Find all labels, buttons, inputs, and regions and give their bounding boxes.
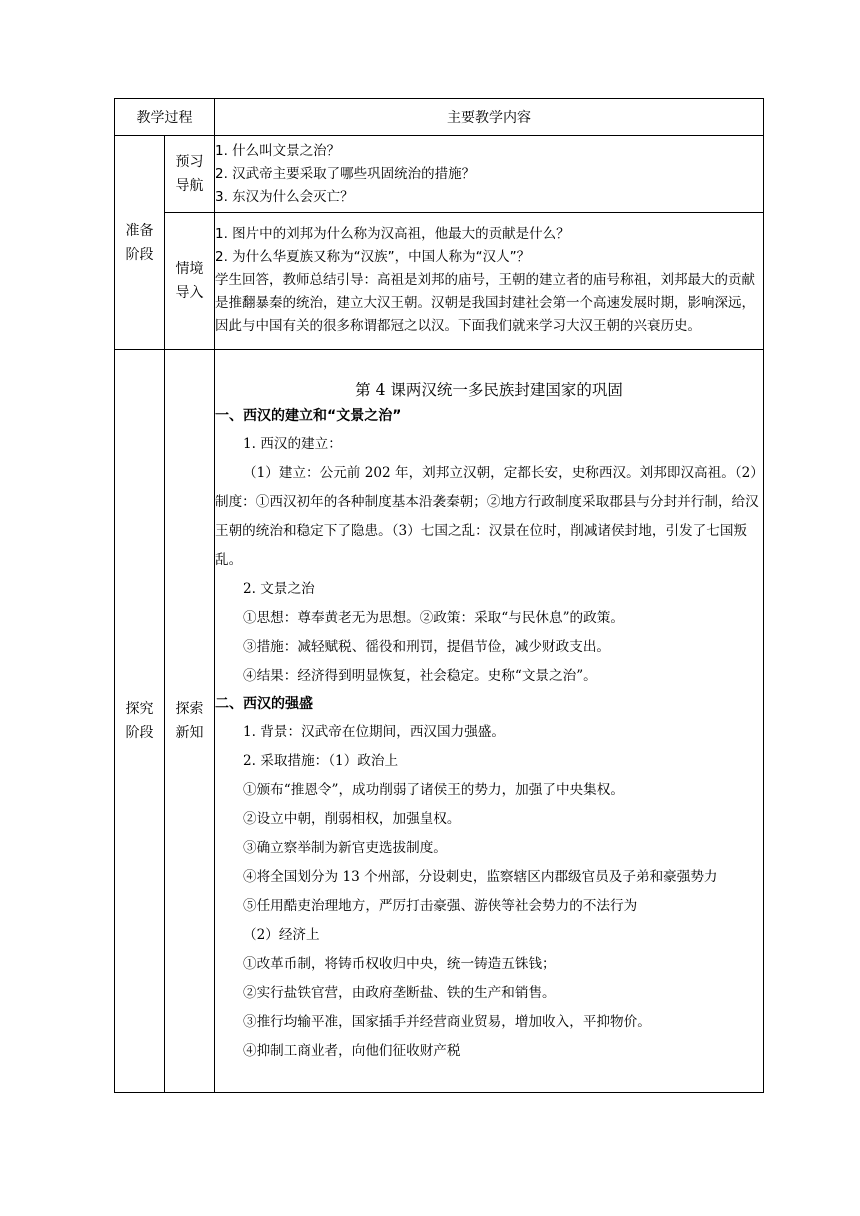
intro-question-1: 1. 图片中的刘邦为什么称为汉高祖，他最大的贡献是什么？ [215,226,570,242]
lesson-title: 第 4 课两汉统一多民族封建国家的巩固 [355,381,623,399]
sub-explore-label: 探索新知 [175,701,204,741]
preview-question-3: 3. 东汉为什么会灭亡？ [215,189,354,205]
table-header-row [115,99,764,136]
header-main-content: 主要教学内容 [215,99,764,136]
prep-intro-row [115,213,764,350]
s2-paragraph: （2）经济上 [243,927,320,943]
sub-intro-label: 情境导入 [175,261,204,301]
sub-intro [165,213,215,350]
s1-paragraph: ①思想：尊奉黄老无为思想。②政策：采取“与民休息”的政策。 [243,610,624,626]
prep-preview-row [115,136,764,213]
stage-explore [115,350,165,1093]
s2-paragraph: 1. 背景：汉武帝在位期间，西汉国力强盛。 [243,724,505,740]
s2-paragraph: ①改革币制，将铸币权收归中央，统一铸造五铢钱； [243,956,556,972]
s2-paragraph: ③确立察举制为新官吏选拔制度。 [243,840,447,856]
stage-explore-label: 探究阶段 [125,701,154,741]
section2-heading: 二、西汉的强盛 [215,696,313,712]
header-teaching-process: 教学过程 [115,99,215,136]
s1-paragraph: ③措施：减轻赋税、徭役和刑罚，提倡节俭，减少财政支出。 [243,639,611,655]
sub-preview-label: 预习导航 [175,154,204,194]
s1-paragraph: 2. 文景之治 [243,581,315,597]
section1-heading: 一、西汉的建立和“文景之治” [215,408,402,424]
s2-paragraph: ②设立中朝，削弱相权，加强皇权。 [243,811,461,827]
sub-preview [165,136,215,213]
preview-question-2: 2. 汉武帝主要采取了哪些巩固统治的措施？ [215,166,476,182]
s2-paragraph: ④将全国划分为 13 个州部，分设刺史，监察辖区内郡级官员及子弟和豪强势力 [243,869,718,885]
intro-summary: 学生回答，教师总结引导：高祖是刘邦的庙号，王朝的建立者的庙号称祖，刘邦最大的贡献是推翻暴秦的统治，建立大汉王朝。汉朝是我国封建社会第一个高速发展时期，影响深远，因此与中国有关的很多称谓都冠之以汉。下面我们就来学习大汉王朝的兴衰历史。 [215,272,755,334]
explore-row [115,350,764,1093]
stage-prep [115,136,165,350]
s2-paragraph: 2. 采取措施：（1）政治上 [243,753,399,769]
lesson-table [114,98,764,1093]
s1-paragraph: 1. 西汉的建立： [243,436,342,452]
s2-paragraph: ②实行盐铁官营，由政府垄断盐、铁的生产和销售。 [243,985,556,1001]
intro-question-2: 2. 为什么华夏族又称为“汉族”，中国人称为“汉人”？ [215,249,531,265]
s1-paragraph: ④结果：经济得到明显恢复，社会稳定。史称“文景之治”。 [243,668,597,684]
s2-paragraph: ③推行均输平准，国家插手并经营商业贸易，增加收入，平抑物价。 [243,1014,651,1030]
s2-paragraph: ④抑制工商业者，向他们征收财产税 [243,1043,461,1059]
explore-content [215,350,764,1093]
sub-explore [165,350,215,1093]
s2-paragraph: ①颁布“推恩令”，成功削弱了诸侯王的势力，加强了中央集权。 [243,782,624,798]
preview-question-1: 1. 什么叫文景之治？ [215,143,341,159]
s1-paragraph: （1）建立：公元前 202 年，刘邦立汉朝，定都长安，史称西汉。刘邦即汉高祖。（2）制度：①西汉初年的各种制度基本沿袭秦朝；②地方行政制度采取郡县与分封并行制，给汉王朝的统治和稳定下了隐患。（3）七国之乱：汉景在位时，削减诸侯封地，引发了七国叛乱。 [215,465,759,568]
preview-content [215,136,764,213]
s2-paragraph: ⑤任用酷吏治理地方，严厉打击豪强、游侠等社会势力的不法行为 [243,898,638,914]
stage-prep-label: 准备阶段 [125,222,154,263]
intro-content [215,213,764,350]
